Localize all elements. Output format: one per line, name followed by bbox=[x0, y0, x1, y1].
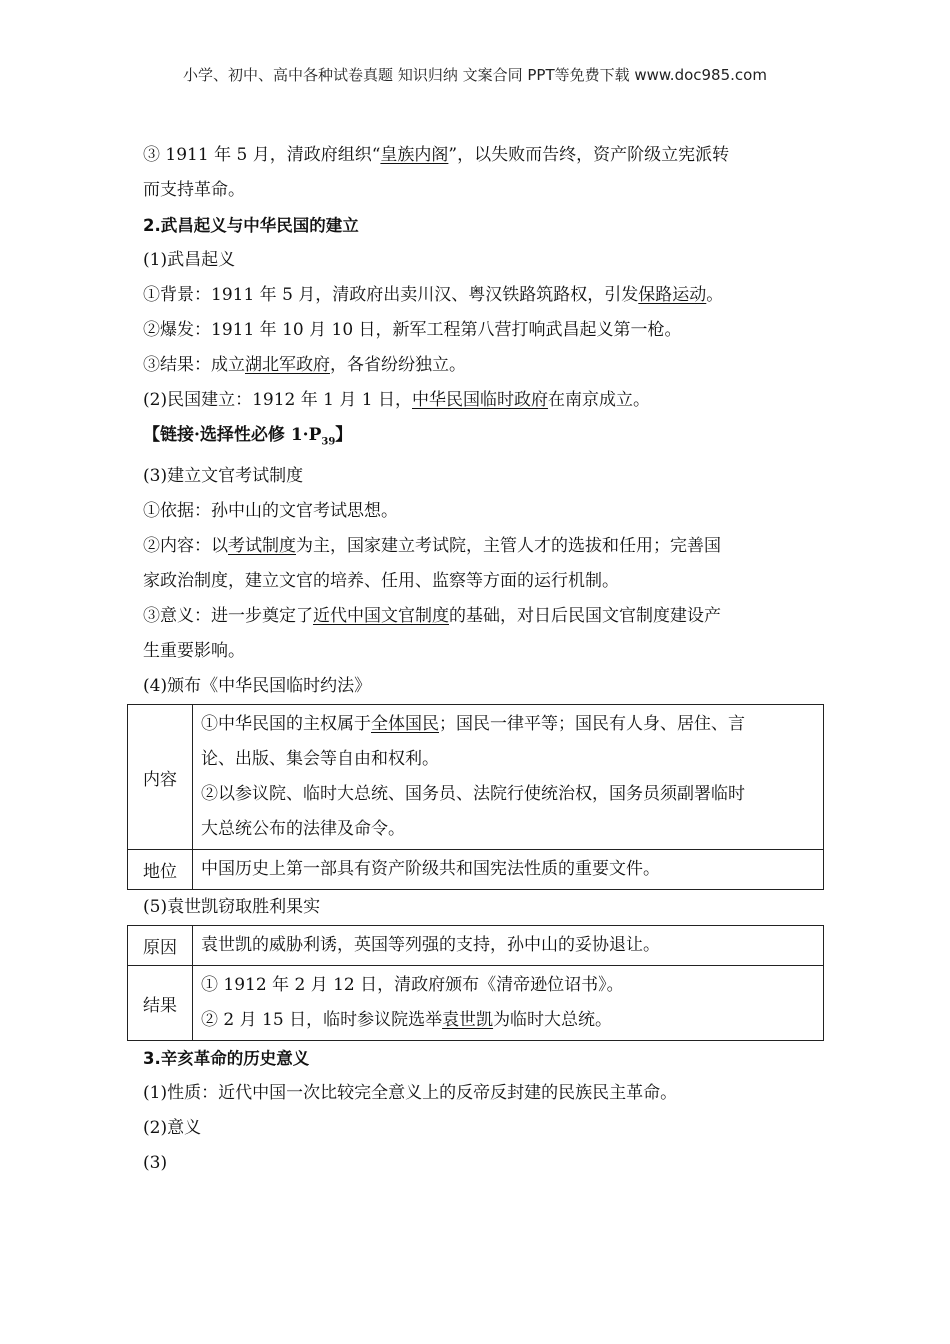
subsection-title: (1)武昌起义 bbox=[143, 250, 236, 270]
underlined-term: 中华民国临时政府 bbox=[412, 390, 548, 410]
paragraph: ③意义：进一步奠定了近代中国文官制度的基础，对日后民国文官制度建设产 bbox=[143, 606, 721, 627]
table-row bbox=[128, 850, 824, 890]
paragraph: ①背景：1911 年 5 月，清政府出卖川汉、粤汉铁路筑路权，引发保路运动。 bbox=[143, 285, 724, 305]
table-row bbox=[128, 966, 824, 1041]
underlined-term: 考试制度 bbox=[228, 536, 296, 557]
subsection-title: (3) bbox=[143, 1153, 168, 1174]
table-row bbox=[128, 705, 824, 850]
table-label: 内容 bbox=[128, 705, 193, 850]
document-body bbox=[143, 138, 823, 1181]
table-label: 原因 bbox=[128, 926, 193, 966]
section-heading: 3.辛亥革命的历史意义 bbox=[143, 1049, 310, 1069]
underlined-term: 皇族内阁 bbox=[380, 145, 449, 165]
table-cell: 中国历史上第一部具有资产阶级共和国宪法性质的重要文件。 bbox=[193, 850, 824, 890]
subsection-title: (5)袁世凯窃取胜利果实 bbox=[143, 897, 321, 918]
constitution-table bbox=[127, 704, 824, 890]
paragraph: ②爆发：1911 年 10 月 10 日，新军工程第八营打响武昌起义第一枪。 bbox=[143, 320, 682, 340]
paragraph: 生重要影响。 bbox=[143, 641, 245, 662]
table-label: 地位 bbox=[128, 850, 193, 890]
link-note: 【链接·选择性必修 $1\cdot P_{39}$】 bbox=[143, 425, 353, 448]
underlined-term: 袁世凯 bbox=[442, 1010, 494, 1031]
paragraph: ③结果：成立湖北军政府，各省纷纷独立。 bbox=[143, 355, 466, 375]
subsection-title: (2)意义 bbox=[143, 1118, 202, 1139]
paragraph: (1)性质：近代中国一次比较完全意义上的反帝反封建的民族民主革命。 bbox=[143, 1083, 678, 1104]
table-cell: 袁世凯的威胁利诱，英国等列强的支持，孙中山的妥协退让。 bbox=[193, 926, 824, 966]
paragraph: ③ 1911 年 5 月，清政府组织“皇族内阁”，以失败而告终，资产阶级立宪派转 bbox=[143, 145, 730, 165]
subsection-title: (3)建立文官考试制度 bbox=[143, 466, 304, 487]
section-heading: 2.武昌起义与中华民国的建立 bbox=[143, 216, 359, 235]
underlined-term: 近代中国文官制度 bbox=[313, 606, 449, 627]
table-label: 结果 bbox=[128, 966, 193, 1041]
underlined-term: 全体国民 bbox=[371, 714, 439, 735]
yuan-table bbox=[127, 925, 824, 1041]
page-header: 小学、初中、高中各种试卷真题 知识归纳 文案合同 PPT等免费下载 www.doc985.com bbox=[183, 66, 767, 84]
paragraph: 而支持革命。 bbox=[143, 180, 245, 200]
table-cell: ①中华民国的主权属于全体国民；国民一律平等；国民有人身、居住、言 论、出版、集会等自由和权利。 ②以参议院、临时大总统、国务员、法院行使统治权，国务员须副署临时 大总统公布的法律及命令。 bbox=[193, 705, 824, 850]
paragraph: ①依据：孙中山的文官考试思想。 bbox=[143, 501, 398, 522]
underlined-term: 保路运动 bbox=[638, 285, 707, 305]
paragraph: 家政治制度，建立文官的培养、任用、监察等方面的运行机制。 bbox=[143, 571, 619, 592]
subsection-title: (4)颁布《中华民国临时约法》 bbox=[143, 676, 372, 697]
table-row bbox=[128, 926, 824, 966]
paragraph: ②内容：以考试制度为主，国家建立考试院，主管人才的选拔和任用；完善国 bbox=[143, 536, 721, 557]
table-cell: ① 1912 年 2 月 12 日，清政府颁布《清帝逊位诏书》。 ② 2 月 15 日，临时参议院选举袁世凯为临时大总统。 bbox=[193, 966, 824, 1041]
paragraph: (2)民国建立：1912 年 1 月 1 日，中华民国临时政府在南京成立。 bbox=[143, 390, 650, 410]
underlined-term: 湖北军政府 bbox=[245, 355, 330, 375]
